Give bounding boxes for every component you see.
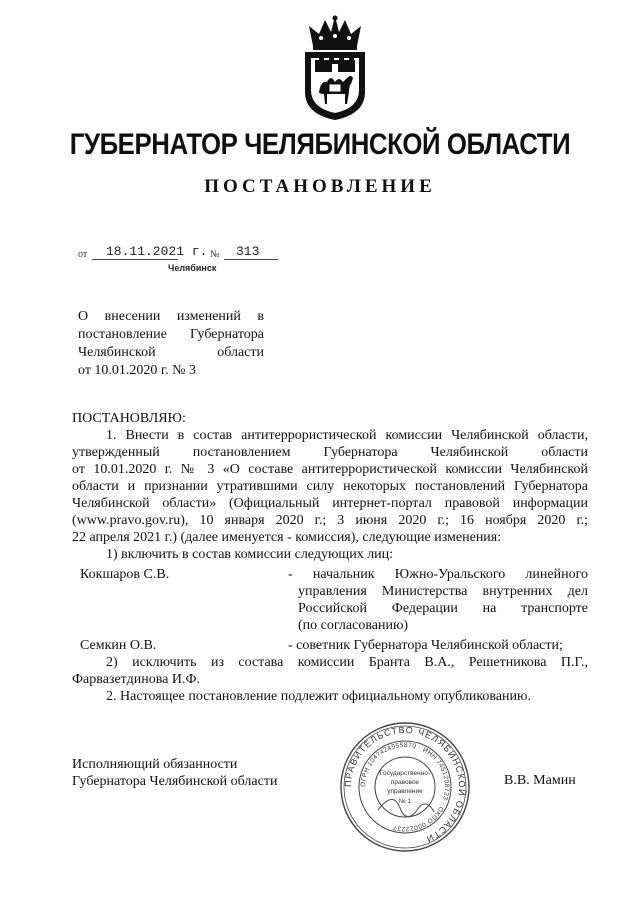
p1-line: от 10.01.2020 г. № 3 «О составе антитеррористической комиссии Челябинской	[72, 462, 588, 477]
decree-word: ПОСТАНОВЛЯЮ:	[72, 411, 186, 426]
date-number-line	[78, 246, 288, 262]
paragraph-2: 2. Настоящее постановление подлежит официальному опубликованию.	[106, 689, 531, 704]
role-line: (по согласованию)	[298, 618, 409, 633]
item-1: 1) включить в состав комиссии следующих лиц:	[106, 547, 394, 562]
date-prefix: от	[78, 249, 88, 260]
p1-line: (www.pravo.gov.ru), 10 января 2020 г.; 3 июня 2020 г.; 16 ноября 2020 г.;	[72, 513, 588, 528]
signatory-position	[72, 756, 277, 790]
position-line: Исполняющий обязанности	[72, 757, 238, 772]
decree-subject	[78, 308, 264, 380]
stamp-outer-text: ПРАВИТЕЛЬСТВО ЧЕЛЯБИНСКОЙ ОБЛАСТИ	[342, 724, 468, 845]
decree-date: 18.11.2021 г.	[106, 244, 208, 259]
p1-line: 22 апреля 2021 г.) (далее именуется - комиссия), следующие изменения:	[72, 530, 502, 545]
member-2-role: - советник Губернатора Челябинской области;	[288, 638, 563, 653]
stamp-inner-line: управление	[387, 788, 423, 795]
member-1-role	[288, 566, 588, 634]
member-2-name: Семкин О.В.	[80, 638, 157, 653]
stamp-inner-line: № 1	[398, 798, 412, 805]
member-1-name: Кокшаров С.В.	[80, 567, 170, 582]
stamp-inner-line: правовое	[390, 779, 420, 786]
stamp-inner-line: Государственно-	[379, 770, 431, 777]
subject-line: от 10.01.2020 г. № 3	[78, 363, 196, 378]
p1-line: области и признании утратившими силу некоторых постановлений Губернатора	[72, 479, 588, 494]
role-line: управления Министерства внутренних дел	[298, 584, 588, 599]
subject-line: О внесении изменений в	[78, 309, 264, 324]
decree-number: 313	[236, 244, 260, 259]
subject-line: Челябинской области	[78, 345, 264, 360]
role-line: - начальник Южно-Уральского линейного	[288, 567, 588, 582]
item-2-line: 2) исключить из состава комиссии Бранта В.А., Решетникова П.Г.,	[106, 655, 588, 670]
subject-line: постановление Губернатора	[78, 327, 264, 342]
p1-line: утвержденный постановлением Губернатора Челябинской области	[72, 445, 588, 460]
chelyabinsk-coat-of-arms-icon	[291, 14, 379, 122]
document-type: ПОСТАНОВЛЕНИЕ	[204, 176, 436, 197]
document-title: ГУБЕРНАТОР ЧЕЛЯБИНСКОЙ ОБЛАСТИ	[69, 128, 571, 161]
item-2	[72, 654, 588, 688]
svg-text:ОГРН 1047424555870 · ИНН 74512	[360, 742, 450, 832]
crown-icon	[309, 16, 361, 51]
p1-line: Челябинской области» (Официальный интернет-портал правовой информации	[72, 496, 588, 511]
p1-line: 1. Внести в состав антитеррористической комиссии Челябинской области,	[106, 428, 588, 443]
city-label: Челябинск	[168, 263, 217, 273]
role-line: Российской Федерации на транспорте	[298, 601, 588, 616]
number-prefix: №	[210, 249, 220, 260]
item-2-line: Фарвазетдинова И.Ф.	[72, 672, 201, 687]
signatory-name: В.В. Мамин	[504, 773, 576, 788]
stamp-codes: ОГРН 1047424555870 · ИНН 7451208723 · ОКПО 00022237	[359, 741, 451, 833]
official-seal-stamp	[338, 720, 472, 854]
paragraph-1	[72, 427, 588, 546]
position-line: Губернатора Челябинской области	[72, 774, 278, 789]
